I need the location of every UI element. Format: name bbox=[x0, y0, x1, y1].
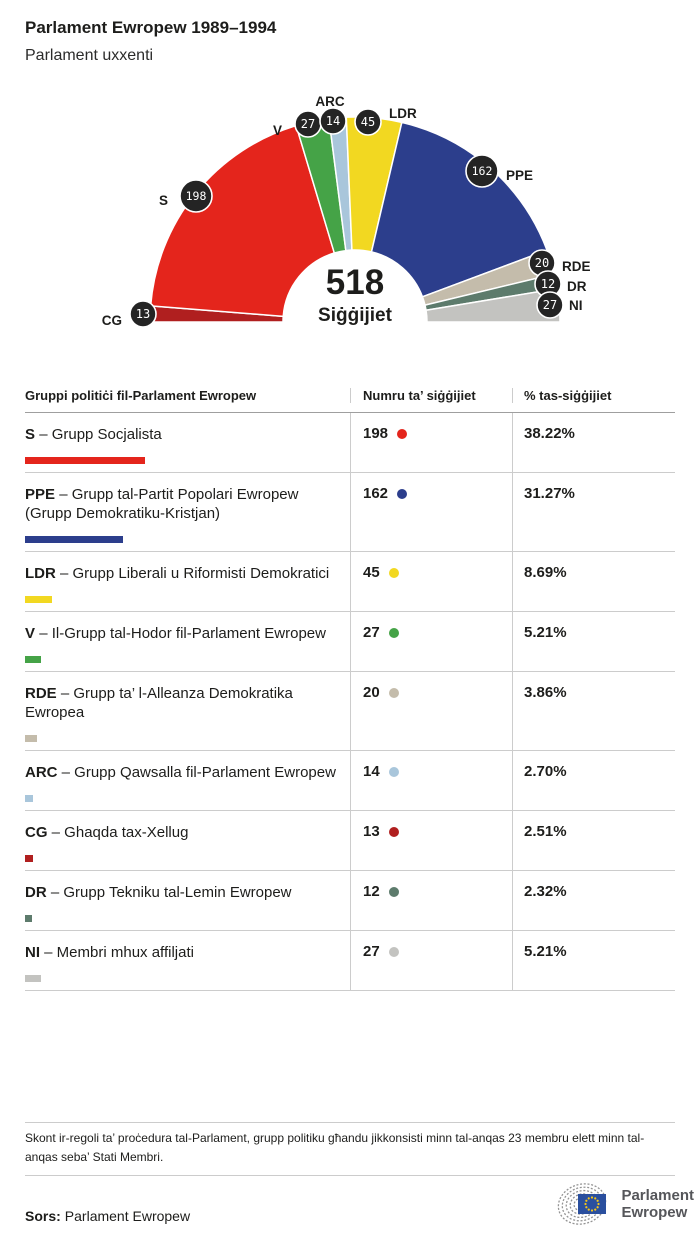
col-header-pct: % tas-siġġijiet bbox=[512, 388, 675, 403]
group-label: – Grupp tal-Partit Popolari Ewropew (Grupp Demokratiku-Kristjan) bbox=[25, 486, 299, 522]
group-name-cell bbox=[25, 871, 350, 930]
group-seats-cell bbox=[350, 413, 512, 472]
seat-badge-value-V: 27 bbox=[300, 117, 316, 132]
slice-label-ARC: ARC bbox=[315, 94, 345, 109]
slice-label-CG: CG bbox=[101, 313, 122, 328]
group-label: – Grupp Socjalista bbox=[39, 426, 162, 443]
seat-badge-value-CG: 13 bbox=[135, 307, 151, 322]
slice-label-LDR: LDR bbox=[389, 106, 417, 121]
group-label: – Grupp Liberali u Riformisti Demokratici bbox=[60, 565, 330, 582]
group-label: – Grupp Tekniku tal-Lemin Ewropew bbox=[50, 884, 292, 901]
group-seats: 198 bbox=[363, 425, 389, 442]
seat-badge-value-ARC: 14 bbox=[325, 114, 341, 129]
slice-label-PPE: PPE bbox=[506, 168, 534, 183]
seat-badge-value-DR: 12 bbox=[540, 277, 556, 292]
page-title: Parlament Ewropew 1989–1994 bbox=[25, 18, 277, 37]
group-code: PPE bbox=[25, 486, 56, 503]
group-pct-cell bbox=[512, 612, 675, 671]
group-pct: 2.32% bbox=[524, 883, 567, 900]
table-row bbox=[25, 751, 675, 811]
group-code: LDR bbox=[25, 565, 56, 582]
slice-label-V: V bbox=[272, 123, 282, 138]
group-share-bar bbox=[25, 536, 123, 543]
group-code: RDE bbox=[25, 685, 57, 702]
group-seats: 13 bbox=[363, 823, 380, 840]
group-name-cell bbox=[25, 413, 350, 472]
group-share-bar bbox=[25, 855, 33, 862]
group-code: CG bbox=[25, 824, 48, 841]
groups-table bbox=[25, 380, 675, 991]
group-label: – Grupp ta’ l-Alleanza Demokratika Ewropea bbox=[25, 685, 293, 721]
group-color-dot bbox=[389, 628, 399, 638]
group-seats-cell bbox=[350, 751, 512, 810]
group-pct: 3.86% bbox=[524, 684, 567, 701]
group-pct-cell bbox=[512, 413, 675, 472]
table-row bbox=[25, 931, 675, 991]
group-code: V bbox=[25, 625, 36, 642]
table-header-row bbox=[25, 380, 675, 413]
ep-hemicycle-logo-icon bbox=[552, 1178, 614, 1230]
group-share-bar bbox=[25, 457, 145, 464]
table-row bbox=[25, 473, 675, 552]
table-row bbox=[25, 811, 675, 871]
group-name-cell bbox=[25, 552, 350, 611]
ep-logo-text bbox=[621, 1187, 694, 1221]
group-name-cell bbox=[25, 931, 350, 990]
group-seats: 27 bbox=[363, 624, 380, 641]
group-color-dot bbox=[397, 489, 407, 499]
slice-label-NI: NI bbox=[569, 298, 583, 313]
group-seats: 12 bbox=[363, 883, 380, 900]
table-row bbox=[25, 612, 675, 672]
group-pct-cell bbox=[512, 751, 675, 810]
group-name-cell bbox=[25, 751, 350, 810]
page-subtitle: Parlament uxxenti bbox=[25, 47, 154, 64]
ep-logo-line1: Parlament bbox=[621, 1187, 694, 1204]
group-color-dot bbox=[389, 887, 399, 897]
col-header-seats: Numru ta’ siġġijiet bbox=[350, 388, 512, 403]
table-row bbox=[25, 413, 675, 473]
group-seats: 14 bbox=[363, 763, 380, 780]
ep-logo bbox=[552, 1178, 694, 1230]
group-share-bar bbox=[25, 656, 41, 663]
slice-label-RDE: RDE bbox=[562, 259, 591, 274]
seat-badge-value-RDE: 20 bbox=[534, 256, 550, 271]
group-share-bar bbox=[25, 795, 33, 802]
group-pct: 31.27% bbox=[524, 485, 575, 502]
table-row bbox=[25, 672, 675, 751]
seat-badge-value-S: 198 bbox=[185, 189, 207, 204]
group-seats-cell bbox=[350, 612, 512, 671]
group-label: – Ghaqda tax-Xellug bbox=[51, 824, 189, 841]
group-label: – Membri mhux affiljati bbox=[44, 944, 194, 961]
hemicycle-chart bbox=[0, 0, 700, 352]
total-seats-unit: Siġġijiet bbox=[318, 305, 392, 326]
group-seats: 45 bbox=[363, 564, 380, 581]
group-seats-cell bbox=[350, 871, 512, 930]
group-color-dot bbox=[389, 767, 399, 777]
group-seats-cell bbox=[350, 552, 512, 611]
group-code: NI bbox=[25, 944, 40, 961]
group-seats: 20 bbox=[363, 684, 380, 701]
source-line bbox=[25, 1208, 190, 1224]
seat-badge-value-PPE: 162 bbox=[471, 164, 493, 179]
group-color-dot bbox=[389, 827, 399, 837]
group-pct: 5.21% bbox=[524, 624, 567, 641]
source-value: Parlament Ewropew bbox=[64, 1208, 191, 1224]
group-share-bar bbox=[25, 735, 37, 742]
group-pct-cell bbox=[512, 552, 675, 611]
slice-label-DR: DR bbox=[567, 279, 587, 294]
table-body bbox=[25, 413, 675, 991]
group-seats: 27 bbox=[363, 943, 380, 960]
group-pct: 5.21% bbox=[524, 943, 567, 960]
group-pct: 2.51% bbox=[524, 823, 567, 840]
group-share-bar bbox=[25, 915, 32, 922]
footnote: Skont ir-regoli ta’ proċedura tal-Parlament, grupp politiku għandu jikkonsisti minn tal-anqas 23 membru elett minn tal-anqas seba’ Stati Membri. bbox=[25, 1122, 675, 1176]
group-color-dot bbox=[389, 688, 399, 698]
group-pct-cell bbox=[512, 811, 675, 870]
group-name-cell bbox=[25, 612, 350, 671]
ep-logo-line2: Ewropew bbox=[621, 1204, 688, 1221]
col-header-groups: Gruppi politiċi fil-Parlament Ewropew bbox=[25, 388, 257, 403]
group-pct-cell bbox=[512, 473, 675, 551]
group-pct: 2.70% bbox=[524, 763, 567, 780]
seat-badge-value-LDR: 45 bbox=[360, 115, 376, 130]
total-seats-value: 518 bbox=[325, 263, 385, 302]
group-pct: 38.22% bbox=[524, 425, 575, 442]
group-share-bar bbox=[25, 975, 41, 982]
group-pct: 8.69% bbox=[524, 564, 567, 581]
group-code: S bbox=[25, 426, 36, 443]
group-pct-cell bbox=[512, 931, 675, 990]
group-name-cell bbox=[25, 473, 350, 551]
table-row bbox=[25, 552, 675, 612]
group-label: – Grupp Qawsalla fil-Parlament Ewropew bbox=[61, 764, 336, 781]
group-name-cell bbox=[25, 811, 350, 870]
table-row bbox=[25, 871, 675, 931]
group-seats: 162 bbox=[363, 485, 389, 502]
group-pct-cell bbox=[512, 672, 675, 750]
seat-badge-value-NI: 27 bbox=[542, 298, 558, 313]
group-seats-cell bbox=[350, 473, 512, 551]
group-seats-cell bbox=[350, 931, 512, 990]
group-seats-cell bbox=[350, 811, 512, 870]
group-color-dot bbox=[397, 429, 407, 439]
group-share-bar bbox=[25, 596, 52, 603]
source-label: Sors: bbox=[25, 1208, 61, 1224]
group-pct-cell bbox=[512, 871, 675, 930]
group-name-cell bbox=[25, 672, 350, 750]
group-label: – Il-Grupp tal-Hodor fil-Parlament Ewropew bbox=[39, 625, 326, 642]
group-color-dot bbox=[389, 568, 399, 578]
group-code: DR bbox=[25, 884, 47, 901]
group-color-dot bbox=[389, 947, 399, 957]
group-code: ARC bbox=[25, 764, 58, 781]
group-seats-cell bbox=[350, 672, 512, 750]
slice-label-S: S bbox=[158, 193, 168, 208]
